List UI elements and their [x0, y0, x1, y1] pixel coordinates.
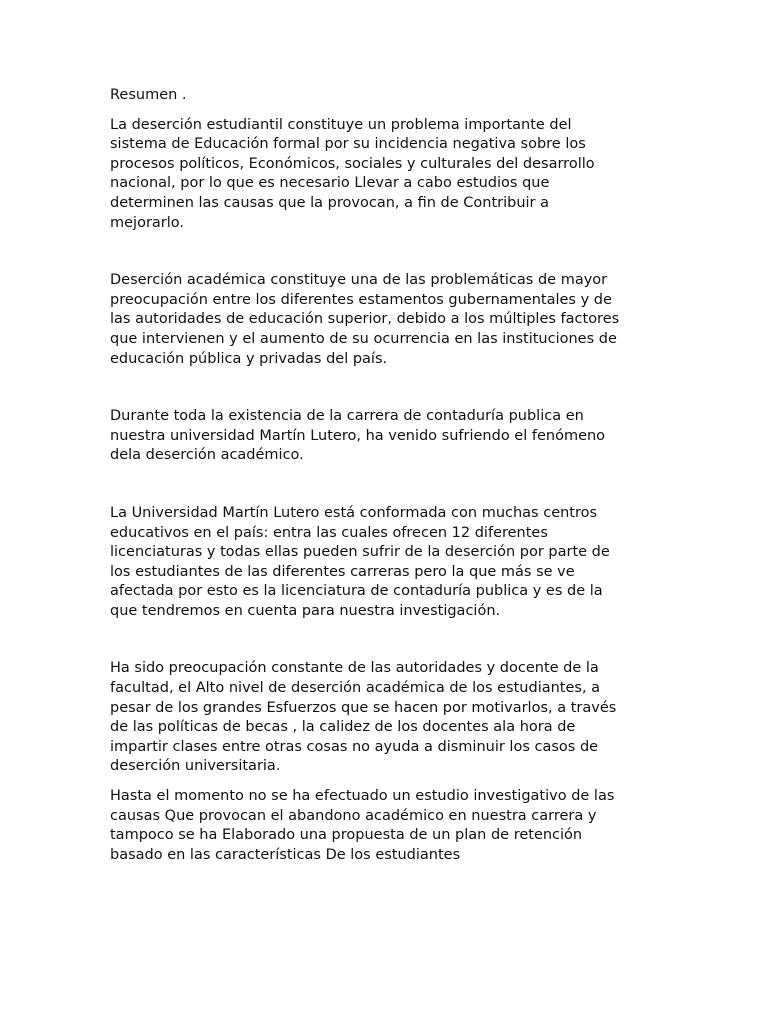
paragraph-1: La deserción estudiantil constituye un problema importante del sistema de Educación formal por su incidencia negativa sobre los procesos políticos, Económicos, sociales y culturales del desarrollo nacional, por lo que es necesario Llevar a cabo estudios que determinen las causas que la provocan, a fin de Contribuir a mejorarlo. [110, 116, 595, 231]
document-page [110, 86, 655, 865]
paragraph-5: Ha sido preocupación constante de las autoridades y docente de la facultad, el Alto nivel de deserción académica de los estudiantes, a pesar de los grandes Esfuerzos que se hacen por motivarlos, a través de las políticas de becas , la calidez de los docentes ala hora de impartir clases entre otras cosas no ayuda a disminuir los casos de deserción universitaria. [110, 660, 617, 775]
paragraph-6: Hasta el momento no se ha efectuado un estudio investigativo de las causas Que provocan el abandono académico en nuestra carrera y tampoco se ha Elaborado una propuesta de un plan de retención basado en las características De los estudiantes [110, 788, 615, 863]
paragraph-4: La Universidad Martín Lutero está conformada con muchas centros educativos en el país: entra las cuales ofrecen 12 diferentes licenciaturas y todas ellas pueden sufrir de la deserción por parte de los estudiantes de las diferentes carreras pero la que más se ve afectada por esto es la licenciatura de contaduría publica y es de la que tendremos en cuenta para nuestra investigación. [110, 504, 610, 619]
paragraph-3: Durante toda la existencia de la carrera de contaduría publica en nuestra universidad Martín Lutero, ha venido sufriendo el fenómeno dela deserción académico. [110, 408, 606, 464]
document-heading: Resumen . [110, 87, 187, 103]
paragraph-2: Deserción académica constituye una de las problemáticas de mayor preocupación entre los diferentes estamentos gubernamentales y de las autoridades de educación superior, debido a los múltiples factores que intervienen y el aumento de su ocurrencia en las instituciones de educación pública y privadas del país. [110, 272, 620, 367]
